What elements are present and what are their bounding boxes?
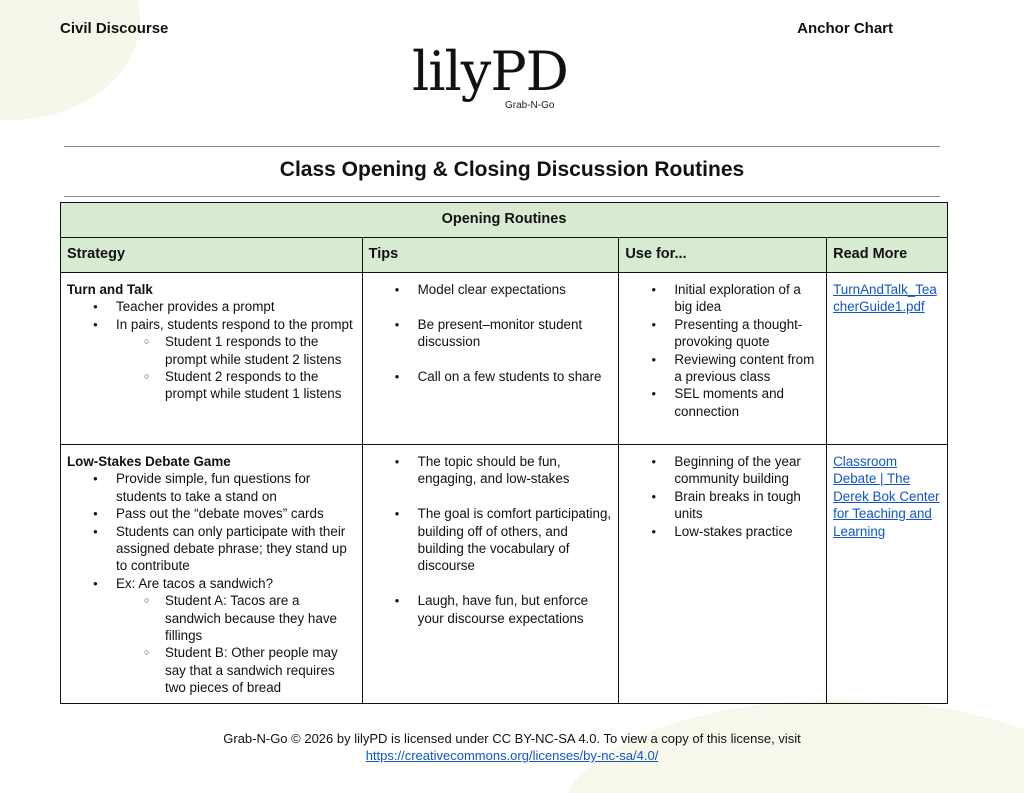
tips-list (369, 281, 613, 385)
list-item: ● Initial exploration of a big idea (625, 281, 820, 316)
lilypd-logo (412, 42, 612, 118)
read-more-link-debate[interactable]: Classroom Debate | The Derek Bok Center for Teaching and Learning (833, 454, 940, 539)
strategy-list (67, 298, 356, 402)
column-header-strategy: Strategy (61, 238, 363, 273)
logo-wordmark: lilyPD (412, 40, 568, 103)
tips-cell (362, 273, 619, 445)
list-item: ● Teacher provides a prompt (67, 298, 356, 315)
divider (64, 196, 940, 197)
list-item: ● Call on a few students to share (369, 368, 613, 385)
divider (64, 146, 940, 147)
list-item: ● In pairs, students respond to the prompt ○ Student 1 responds to the prompt while student 2 listens ○ Student 2 responds to the prompt while student 1 listens (67, 316, 356, 403)
background-swoosh (0, 0, 140, 120)
strategy-cell (61, 445, 363, 704)
list-item: ● Provide simple, fun questions for students to take a stand on (67, 470, 356, 505)
read-more-cell (827, 445, 948, 704)
read-more-link-turn-and-talk[interactable]: TurnAndTalk_TeacherGuide1.pdf (833, 282, 937, 315)
license-footer (0, 730, 1024, 764)
read-more-cell (827, 273, 948, 445)
list-item: ○ Student A: Tacos are a sandwich because they have fillings (67, 592, 356, 644)
list-item: ● The goal is comfort participating, building off of others, and building the vocabulary of discourse (369, 505, 613, 575)
use-for-list (625, 453, 820, 540)
header-subject: Civil Discourse (60, 20, 169, 37)
list-item: ● Presenting a thought-provoking quote (625, 316, 820, 351)
table-row (61, 273, 948, 445)
list-item: ○ Student B: Other people may say that a sandwich requires two pieces of bread (67, 644, 356, 696)
section-header-row (61, 203, 948, 238)
list-item: ● Brain breaks in tough units (625, 488, 820, 523)
use-for-cell (619, 273, 827, 445)
logo-subtitle: Grab-N-Go (505, 100, 555, 111)
list-item: ● Be present–monitor student discussion (369, 316, 613, 351)
routines-table (60, 202, 948, 704)
strategy-cell (61, 273, 363, 445)
list-item: ● Beginning of the year community building (625, 453, 820, 488)
table-row (61, 445, 948, 704)
strategy-title: Turn and Talk (67, 282, 153, 297)
list-item: ● Ex: Are tacos a sandwich? ○ Student A: Tacos are a sandwich because they have fillings ○ Student B: Other people may say that a sandwich requires two pieces of bread (67, 575, 356, 697)
list-item: ○ Student 2 responds to the prompt while student 1 listens (67, 368, 356, 403)
list-item: ● Laugh, have fun, but enforce your discourse expectations (369, 592, 613, 627)
list-item: ● Students can only participate with their assigned debate phrase; they stand up to contribute (67, 523, 356, 575)
sub-list (67, 592, 356, 696)
column-header-use-for: Use for... (619, 238, 827, 273)
use-for-list (625, 281, 820, 420)
header-doc-type: Anchor Chart (797, 20, 893, 37)
use-for-cell (619, 445, 827, 704)
column-header-tips: Tips (362, 238, 619, 273)
tips-list (369, 453, 613, 627)
license-text: Grab-N-Go © 2026 by lilyPD is licensed under CC BY-NC-SA 4.0. To view a copy of this license, visit (223, 731, 801, 746)
strategy-list (67, 470, 356, 696)
list-item: ● Reviewing content from a previous class (625, 351, 820, 386)
license-link[interactable]: https://creativecommons.org/licenses/by-nc-sa/4.0/ (365, 748, 659, 763)
list-item: ● The topic should be fun, engaging, and low-stakes (369, 453, 613, 488)
sub-list (67, 333, 356, 403)
list-item: ● Model clear expectations (369, 281, 613, 298)
column-header-row (61, 238, 948, 273)
section-title: Opening Routines (61, 203, 948, 238)
tips-cell (362, 445, 619, 704)
list-item: ● Low-stakes practice (625, 523, 820, 540)
strategy-title: Low-Stakes Debate Game (67, 454, 231, 469)
list-item: ● Pass out the “debate moves” cards (67, 505, 356, 522)
list-item: ○ Student 1 responds to the prompt while student 2 listens (67, 333, 356, 368)
page-title: Class Opening & Closing Discussion Routines (279, 158, 745, 181)
column-header-read-more: Read More (827, 238, 948, 273)
list-item: ● SEL moments and connection (625, 385, 820, 420)
